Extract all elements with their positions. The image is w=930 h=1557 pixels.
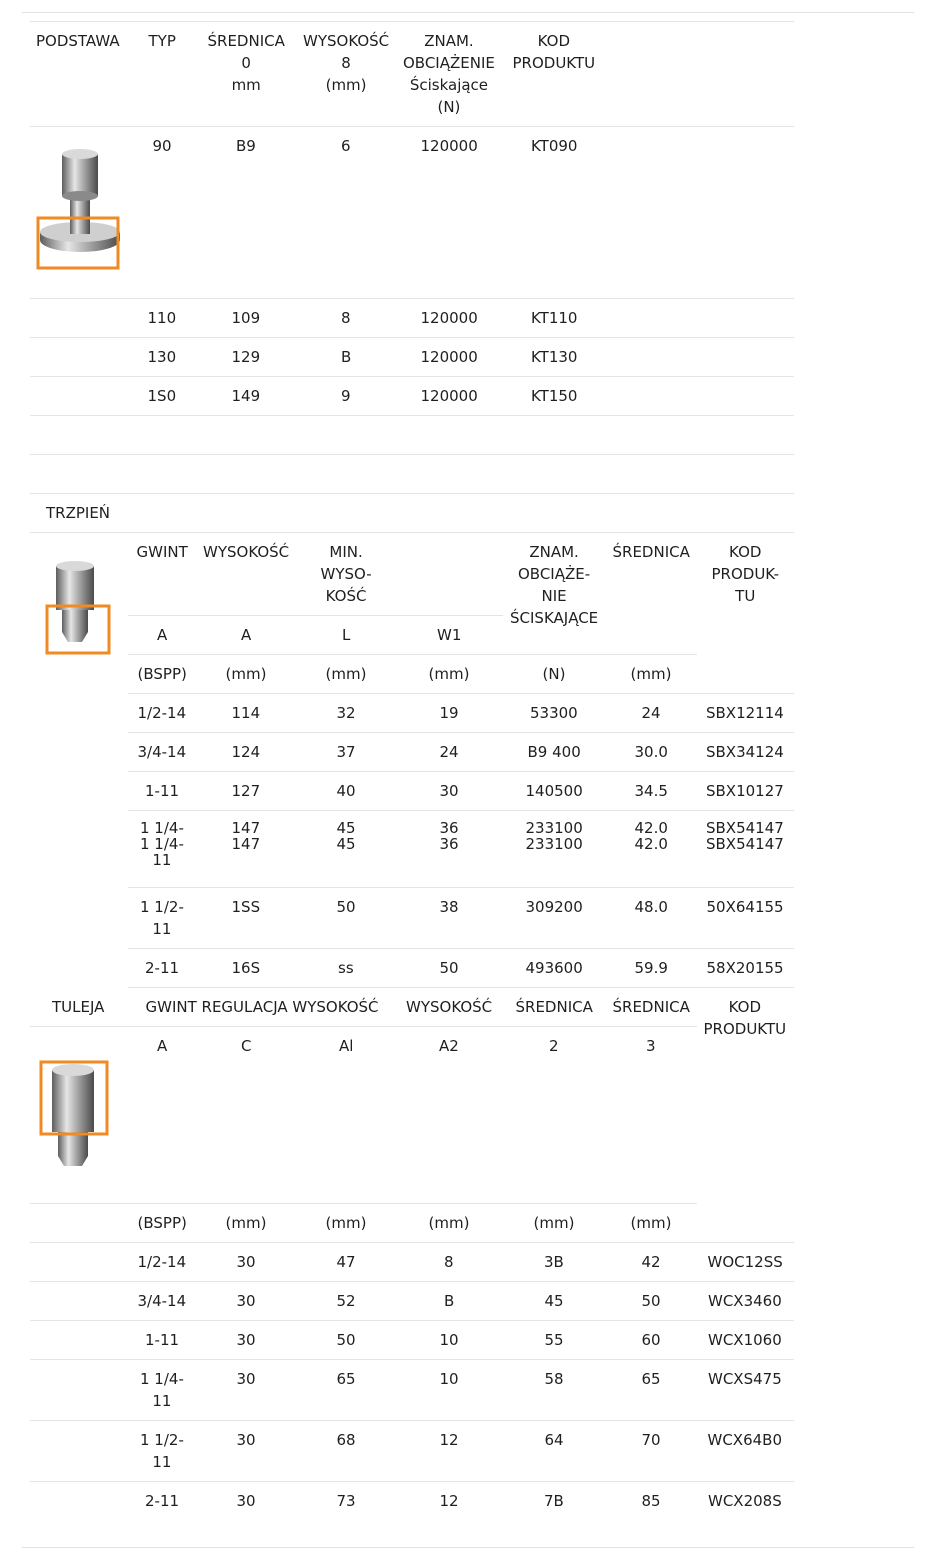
tuleja-cell: 12	[439, 1431, 459, 1449]
trzpien-unit: (mm)	[428, 665, 470, 683]
tuleja-cell: 8	[444, 1253, 454, 1271]
trzpien-title: TRZPIEŃ	[46, 504, 111, 522]
tuleja-cell: 47	[336, 1253, 356, 1271]
row-divider	[128, 887, 794, 888]
podstawa-cell: 129	[231, 348, 261, 366]
row-divider	[30, 493, 794, 494]
row-divider	[30, 1281, 794, 1282]
podstawa-cell: 1S0	[147, 387, 177, 405]
row-divider	[128, 987, 794, 988]
row-divider	[30, 1026, 697, 1027]
row-divider	[30, 376, 794, 377]
trzpien-cell: 58X20155	[706, 959, 784, 977]
row-divider	[30, 21, 794, 22]
trzpien-cell: 53300	[530, 704, 578, 722]
tuleja-cell: 1/2-14	[137, 1253, 187, 1271]
trzpien-header: ŚREDNICA	[612, 543, 690, 561]
row-divider	[30, 532, 794, 533]
trzpien-cell: 493600	[525, 959, 583, 977]
tuleja-unit: (BSPP)	[137, 1214, 187, 1232]
tuleja-cell: 65	[641, 1370, 661, 1388]
tuleja-cell: 10	[439, 1370, 459, 1388]
row-divider	[30, 126, 794, 127]
podstawa-cell: 8	[341, 309, 351, 327]
podstawa-header: KOD PRODUKTU	[512, 32, 596, 72]
podstawa-header: ZNAM. OBCIĄŻENIE Ściskające (N)	[403, 32, 495, 116]
podstawa-header: TYP	[148, 32, 176, 50]
top-divider	[22, 12, 914, 13]
trzpien-cell: 140500	[525, 782, 583, 800]
trzpien-header: KOD PRODUK- TU	[711, 543, 779, 605]
tuleja-cell: 3B	[544, 1253, 564, 1271]
podstawa-cell: KT110	[531, 309, 578, 327]
trzpien-cell: 1SS	[231, 898, 261, 916]
tuleja-unit: (mm)	[325, 1214, 367, 1232]
row-divider	[30, 1481, 794, 1482]
trzpien-cell: 50X64155	[706, 898, 784, 916]
podstawa-cell: B	[341, 348, 352, 366]
row-divider	[128, 732, 794, 733]
tuleja-cell: WCX1060	[708, 1331, 782, 1349]
tuleja-cell: 3/4-14	[137, 1292, 187, 1310]
row-divider	[30, 1203, 697, 1204]
trzpien-cell: SBX54147 SBX54147	[706, 819, 784, 853]
tuleja-cell: 10	[439, 1331, 459, 1349]
row-divider	[30, 1320, 794, 1321]
trzpien-image	[44, 560, 112, 656]
trzpien-symbol: L	[342, 626, 351, 644]
trzpien-cell: 30	[439, 782, 459, 800]
podstawa-cell: 6	[341, 137, 351, 155]
podstawa-cell: 120000	[420, 137, 478, 155]
row-divider	[30, 1359, 794, 1360]
trzpien-cell: 24	[641, 704, 661, 722]
trzpien-cell: 147 147	[231, 819, 261, 853]
tuleja-cell: WCX64B0	[707, 1431, 783, 1449]
trzpien-cell: 45 45	[336, 819, 356, 853]
row-divider	[30, 337, 794, 338]
tuleja-cell: 64	[544, 1431, 564, 1449]
podstawa-cell: 110	[147, 309, 177, 327]
trzpien-cell: 38	[439, 898, 459, 916]
tuleja-cell: 30	[236, 1331, 256, 1349]
tuleja-cell: 1 1/2- 11	[140, 1431, 184, 1471]
row-divider	[30, 1242, 794, 1243]
bottom-divider	[22, 1547, 914, 1548]
row-divider	[128, 948, 794, 949]
tuleja-header: ŚREDNICA	[612, 998, 690, 1016]
tuleja-symbol: Al	[339, 1037, 354, 1055]
tuleja-cell: 1 1/4- 11	[140, 1370, 184, 1410]
podstawa-cell: 120000	[420, 387, 478, 405]
trzpien-header: MIN. WYSO- KOŚĆ	[320, 543, 372, 605]
trzpien-cell: 1 1/4- 1 1/4- 11	[140, 819, 184, 869]
podstawa-cell: KT130	[531, 348, 578, 366]
trzpien-cell: 3/4-14	[137, 743, 187, 761]
row-divider	[30, 1420, 794, 1421]
tuleja-cell: 30	[236, 1431, 256, 1449]
trzpien-cell: 42.0 42.0	[634, 819, 668, 853]
podstawa-cell: B9	[236, 137, 256, 155]
tuleja-cell: B	[444, 1292, 455, 1310]
trzpien-cell: SBX12114	[706, 704, 784, 722]
tuleja-cell: 58	[544, 1370, 564, 1388]
trzpien-unit: (mm)	[225, 665, 267, 683]
trzpien-cell: 1/2-14	[137, 704, 187, 722]
trzpien-unit: (N)	[542, 665, 566, 683]
row-divider	[128, 693, 794, 694]
tuleja-cell: 60	[641, 1331, 661, 1349]
trzpien-header: GWINT	[136, 543, 188, 561]
podstawa-cell: KT090	[531, 137, 578, 155]
podstawa-cell: 149	[231, 387, 261, 405]
row-divider	[128, 654, 697, 655]
tuleja-symbol: C	[241, 1037, 252, 1055]
trzpien-cell: 50	[439, 959, 459, 977]
tuleja-unit: (mm)	[428, 1214, 470, 1232]
trzpien-unit: (BSPP)	[137, 665, 187, 683]
podstawa-cell: 120000	[420, 348, 478, 366]
tuleja-cell: 65	[336, 1370, 356, 1388]
tuleja-cell: WCX208S	[708, 1492, 782, 1510]
trzpien-cell: 114	[231, 704, 261, 722]
podstawa-cell: 120000	[420, 309, 478, 327]
tuleja-header: WYSOKOŚĆ	[406, 998, 493, 1016]
tuleja-cell: 55	[544, 1331, 564, 1349]
tuleja-cell: 45	[544, 1292, 564, 1310]
tuleja-symbol: A2	[439, 1037, 459, 1055]
tuleja-cell: 1-11	[145, 1331, 180, 1349]
tuleja-cell: 68	[336, 1431, 356, 1449]
trzpien-cell: 1-11	[145, 782, 180, 800]
trzpien-cell: 127	[231, 782, 261, 800]
podstawa-cell: KT150	[531, 387, 578, 405]
tuleja-cell: 52	[336, 1292, 356, 1310]
tuleja-title: TULEJA	[52, 998, 105, 1016]
tuleja-header: ŚREDNICA	[515, 998, 593, 1016]
tuleja-unit: (mm)	[630, 1214, 672, 1232]
tuleja-header: GWINT REGULACJA WYSOKOŚĆ	[145, 998, 379, 1016]
row-divider	[30, 415, 794, 416]
tuleja-cell: 85	[641, 1492, 661, 1510]
podstawa-header: WYSOKOŚĆ 8 (mm)	[303, 32, 390, 94]
trzpien-symbol: A	[241, 626, 252, 644]
tuleja-cell: 2-11	[145, 1492, 180, 1510]
trzpien-cell: 124	[231, 743, 261, 761]
trzpien-cell: SBX34124	[706, 743, 784, 761]
trzpien-cell: 2-11	[145, 959, 180, 977]
row-divider	[30, 454, 794, 455]
trzpien-cell: 233100 233100	[525, 819, 583, 853]
tuleja-cell: 30	[236, 1492, 256, 1510]
podstawa-cell: 90	[152, 137, 172, 155]
podstawa-header: ŚREDNICA 0 mm	[207, 32, 285, 94]
podstawa-cell: 109	[231, 309, 261, 327]
tuleja-cell: 73	[336, 1492, 356, 1510]
tuleja-cell: WCX3460	[708, 1292, 782, 1310]
tuleja-cell: 30	[236, 1370, 256, 1388]
tuleja-cell: 50	[336, 1331, 356, 1349]
trzpien-cell: B9 400	[527, 743, 581, 761]
row-divider	[128, 615, 503, 616]
tuleja-cell: WOC12SS	[707, 1253, 783, 1271]
trzpien-cell: 50	[336, 898, 356, 916]
podstawa-header: PODSTAWA	[36, 32, 120, 50]
trzpien-cell: 34.5	[634, 782, 668, 800]
tuleja-header: KOD PRODUKTU	[703, 998, 787, 1038]
trzpien-cell: 30.0	[634, 743, 668, 761]
trzpien-cell: 32	[336, 704, 356, 722]
tuleja-cell: WCXS475	[708, 1370, 782, 1388]
tuleja-unit: (mm)	[533, 1214, 575, 1232]
trzpien-symbol: A	[157, 626, 168, 644]
tuleja-cell: 30	[236, 1292, 256, 1310]
trzpien-cell: 37	[336, 743, 356, 761]
trzpien-cell: 36 36	[439, 819, 459, 853]
trzpien-unit: (mm)	[630, 665, 672, 683]
trzpien-header: ZNAM. OBCIĄŻE- NIE ŚCISKAJĄCE	[510, 543, 599, 627]
tuleja-cell: 12	[439, 1492, 459, 1510]
trzpien-unit: (mm)	[325, 665, 367, 683]
row-divider	[30, 298, 794, 299]
tuleja-cell: 42	[641, 1253, 661, 1271]
podstawa-cell: 9	[341, 387, 351, 405]
trzpien-cell: ss	[338, 959, 354, 977]
tuleja-cell: 30	[236, 1253, 256, 1271]
row-divider	[128, 771, 794, 772]
trzpien-header: WYSOKOŚĆ	[203, 543, 290, 561]
tuleja-symbol: A	[157, 1037, 168, 1055]
tuleja-symbol: 2	[549, 1037, 559, 1055]
tuleja-image	[38, 1060, 110, 1172]
trzpien-cell: 48.0	[634, 898, 668, 916]
trzpien-cell: 309200	[525, 898, 583, 916]
trzpien-cell: 16S	[231, 959, 261, 977]
podstawa-image	[36, 146, 124, 274]
trzpien-cell: 19	[439, 704, 459, 722]
trzpien-cell: 59.9	[634, 959, 668, 977]
trzpien-cell: 24	[439, 743, 459, 761]
tuleja-symbol: 3	[646, 1037, 656, 1055]
trzpien-symbol: W1	[437, 626, 462, 644]
trzpien-cell: 1 1/2- 11	[140, 898, 184, 938]
podstawa-cell: 130	[147, 348, 177, 366]
tuleja-unit: (mm)	[225, 1214, 267, 1232]
trzpien-cell: SBX10127	[706, 782, 784, 800]
tuleja-cell: 70	[641, 1431, 661, 1449]
row-divider	[128, 810, 794, 811]
tuleja-cell: 7B	[544, 1492, 564, 1510]
trzpien-cell: 40	[336, 782, 356, 800]
tuleja-cell: 50	[641, 1292, 661, 1310]
